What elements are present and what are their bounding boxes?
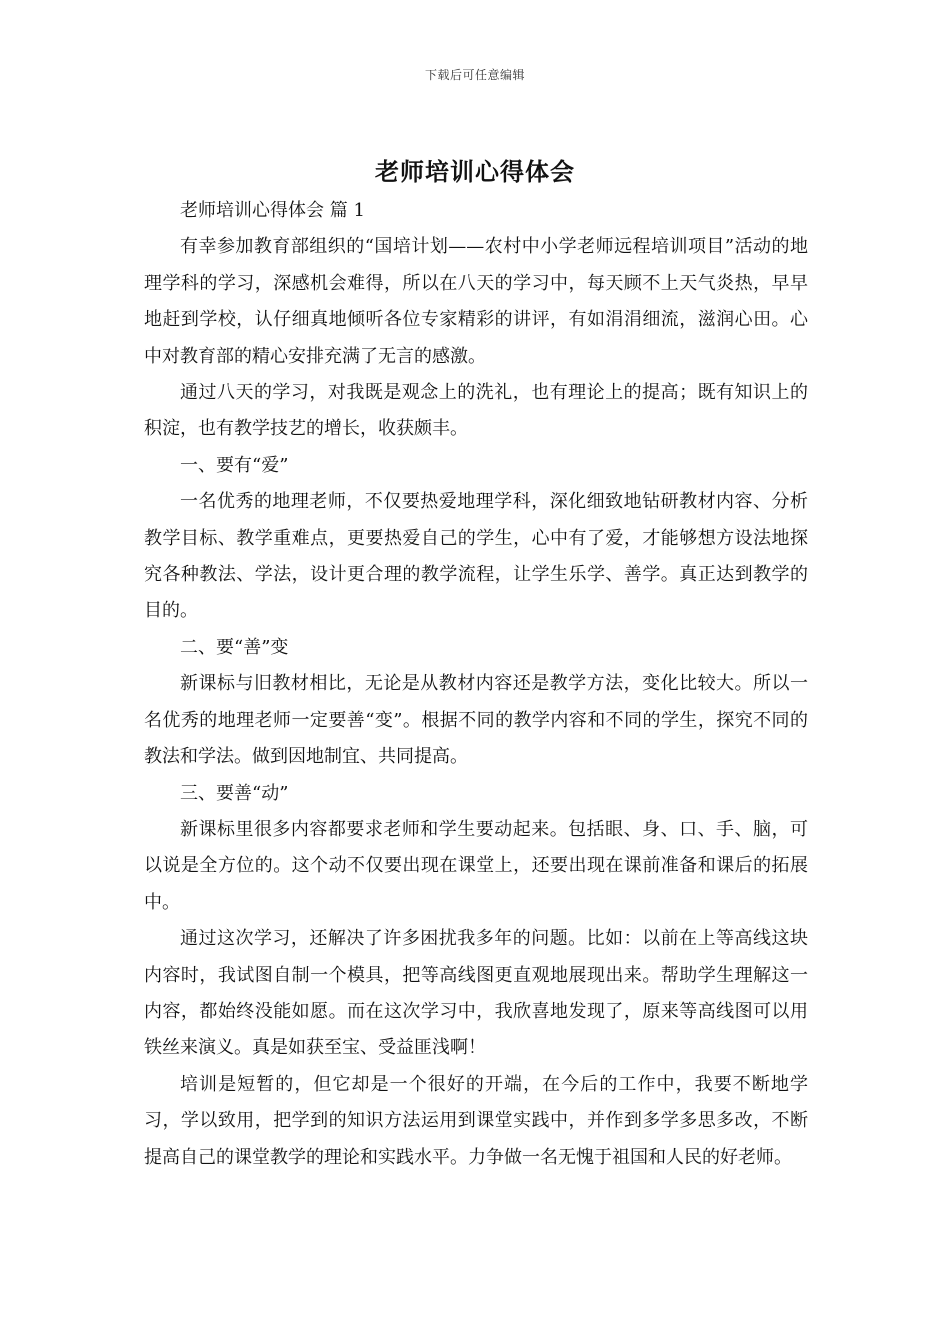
section-heading: 三、要善“动”: [180, 782, 289, 804]
body-paragraph: 通过八天的学习，对我既是观念上的洗礼，也有理论上的提高；既有知识上的积淀，也有教学技艺的增长，收获颇丰。: [144, 382, 808, 440]
body-paragraph: 通过这次学习，还解决了许多困扰我多年的问题。比如：以前在上等高线这块内容时，我试图自制一个模具，把等高线图更直观地展现出来。帮助学生理解这一内容，都始终没能如愿。而在这次学习中，我欣喜地发现了，原来等高线图可以用铁丝来演义。真是如获至宝、受益匪浅啊！: [144, 928, 808, 1059]
body-paragraph: 一名优秀的地理老师，不仅要热爱地理学科，深化细致地钻研教材内容、分析教学目标、教学重难点，更要热爱自己的学生，心中有了爱，才能够想方设法地探究各种教法、学法，设计更合理的教学流程，让学生乐学、善学。真正达到教学的目的。: [144, 491, 808, 622]
body-paragraph: 培训是短暂的，但它却是一个很好的开端，在今后的工作中，我要不断地学习，学以致用，把学到的知识方法运用到课堂实践中，并作到多学多思多改，不断提高自己的课堂教学的理论和实践水平。力争做一名无愧于祖国和人民的好老师。: [144, 1073, 808, 1168]
body-paragraph: 新课标里很多内容都要求老师和学生要动起来。包括眼、身、口、手、脑，可以说是全方位的。这个动不仅要出现在课堂上，还要出现在课前准备和课后的拓展中。: [144, 818, 808, 913]
section-heading: 一、要有“爱”: [180, 454, 289, 476]
body-paragraph: 有幸参加教育部组织的“国培计划——农村中小学老师远程培训项目”活动的地理学科的学习，深感机会难得，所以在八天的学习中，每天顾不上天气炎热，早早地赶到学校，认仔细真地倾听各位专家精彩的讲评，有如涓涓细流，滋润心田。心中对教育部的精心安排充满了无言的感激。: [144, 236, 808, 367]
document-title: 老师培训心得体会: [375, 157, 575, 186]
body-paragraph: 新课标与旧教材相比，无论是从教材内容还是教学方法，变化比较大。所以一名优秀的地理老师一定要善“变”。根据不同的教学内容和不同的学生，探究不同的教法和学法。做到因地制宜、共同提高。: [144, 673, 808, 768]
document-body: [144, 193, 808, 1176]
subtitle-paragraph: 老师培训心得体会 篇 1: [180, 200, 365, 221]
header-note: 下载后可任意编辑: [424, 68, 525, 82]
section-heading: 二、要“善”变: [180, 636, 289, 658]
